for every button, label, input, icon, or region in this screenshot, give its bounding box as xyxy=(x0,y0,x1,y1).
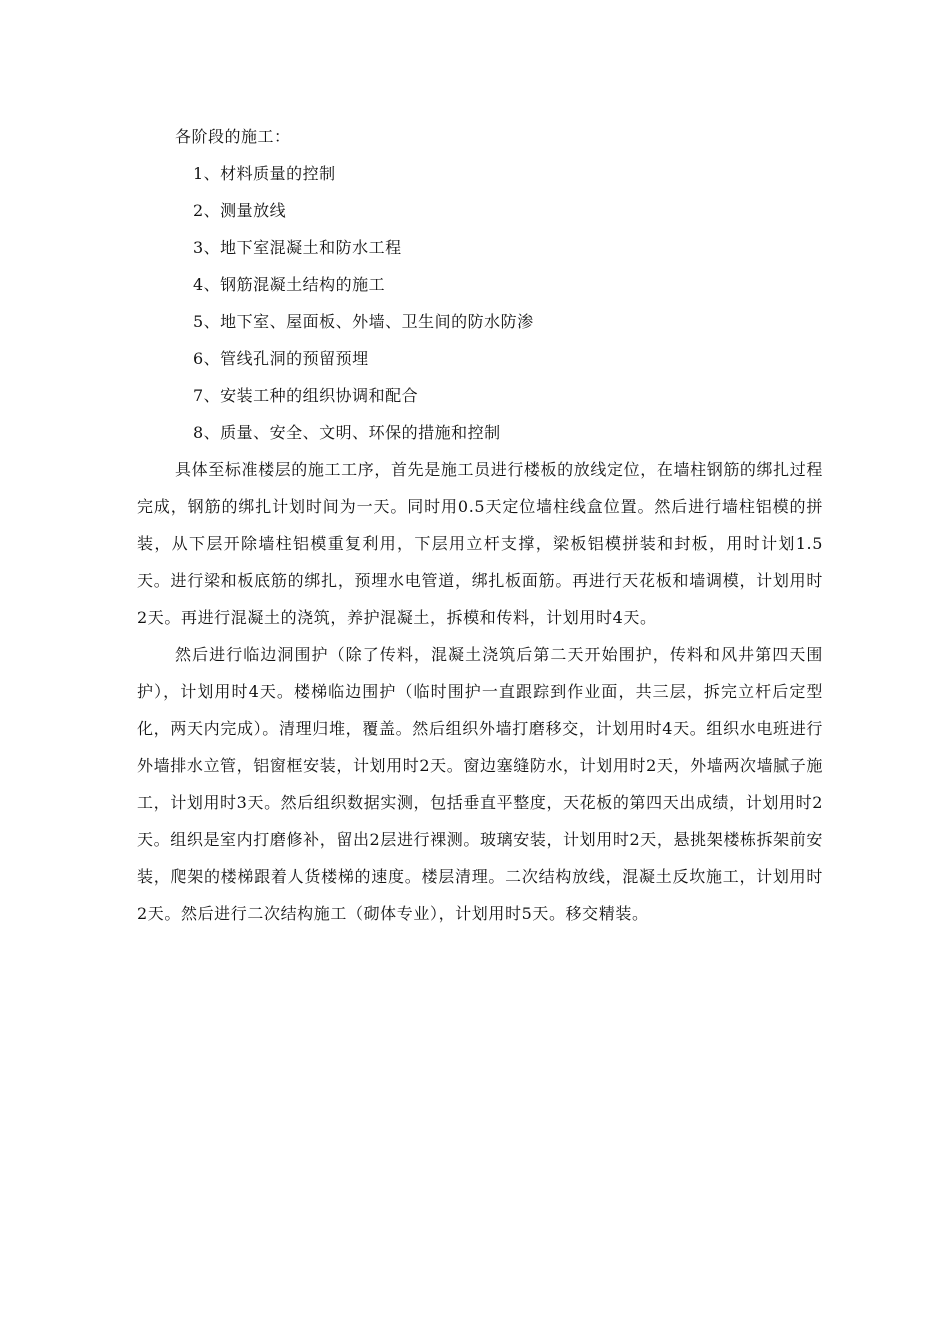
stage-item: 7、安装工种的组织协调和配合 xyxy=(193,386,419,405)
stage-item: 6、管线孔洞的预留预埋 xyxy=(193,349,369,368)
stage-item: 3、地下室混凝土和防水工程 xyxy=(193,238,402,257)
stage-item: 2、测量放线 xyxy=(193,201,287,220)
stage-item: 4、钢筋混凝土结构的施工 xyxy=(193,275,386,294)
stage-item: 8、质量、安全、文明、环保的措施和控制 xyxy=(193,423,501,442)
section-heading: 各阶段的施工： xyxy=(175,127,291,146)
stage-list xyxy=(137,155,823,451)
body-paragraph: 具体至标准楼层的施工工序，首先是施工员进行楼板的放线定位，在墙柱钢筋的绑扎过程完成，钢筋的绑扎计划时间为一天。同时用0.5天定位墙柱线盒位置。然后进行墙柱铝模的拼装，从下层开除墙柱铝模重复利用，下层用立杆支撑，梁板铝模拼装和封板，用时计划1.5天。进行梁和板底筋的绑扎，预埋水电管道，绑扎板面筋。再进行天花板和墙调模，计划用时2天。再进行混凝土的浇筑，养护混凝土，拆模和传料，计划用时4天。 xyxy=(137,460,823,627)
stage-item: 1、材料质量的控制 xyxy=(193,164,336,183)
stage-item: 5、地下室、屋面板、外墙、卫生间的防水防渗 xyxy=(193,312,534,331)
body-paragraph: 然后进行临边洞围护（除了传料，混凝土浇筑后第二天开始围护，传料和风井第四天围护），计划用时4天。楼梯临边围护（临时围护一直跟踪到作业面，共三层，拆完立杆后定型化，两天内完成）。清理归堆，覆盖。然后组织外墙打磨移交，计划用时4天。组织水电班进行外墙排水立管，铝窗框安装，计划用时2天。窗边塞缝防水，计划用时2天，外墙两次墙腻子施工，计划用时3天。然后组织数据实测，包括垂直平整度，天花板的第四天出成绩，计划用时2天。组织是室内打磨修补，留出2层进行裸测。玻璃安装，计划用时2天，悬挑架楼栋拆架前安装，爬架的楼梯跟着人货楼梯的速度。楼层清理。二次结构放线，混凝土反坎施工，计划用时2天。然后进行二次结构施工（砌体专业），计划用时5天。移交精装。 xyxy=(137,645,823,923)
document-body xyxy=(137,118,823,932)
